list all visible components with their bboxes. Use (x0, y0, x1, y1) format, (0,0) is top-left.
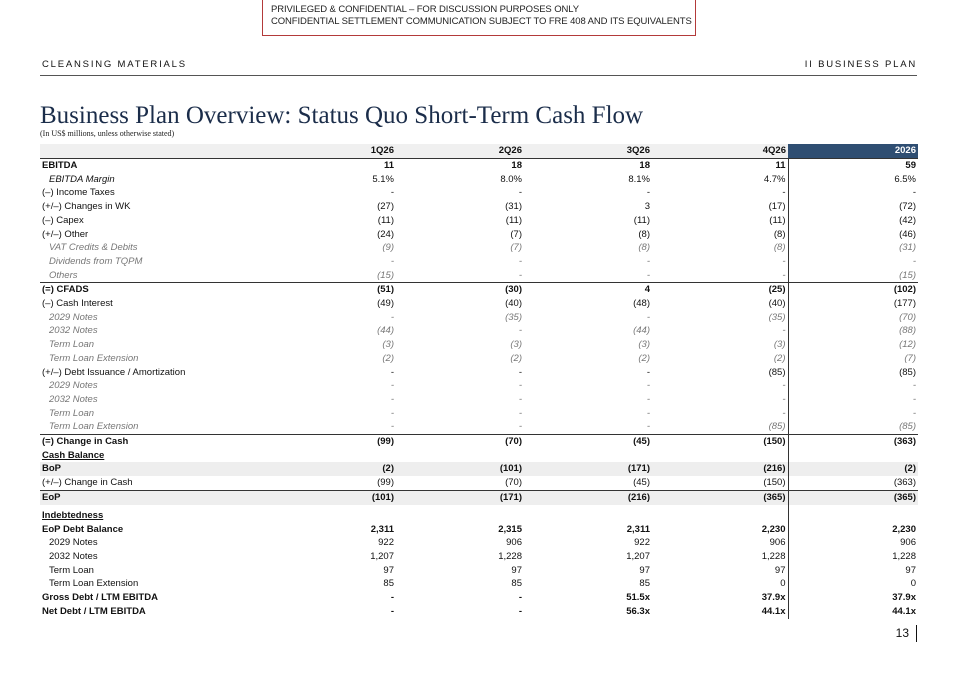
row-label: (+/–) Other (42, 228, 89, 240)
table-row (40, 591, 918, 605)
value-cell: (101) (404, 462, 532, 476)
row-label: Term Loan (49, 564, 94, 576)
value-cell: - (646, 421, 650, 433)
value-cell: (3) (638, 339, 650, 351)
table-row (40, 379, 918, 393)
row-label: (=) Change in Cash (40, 435, 268, 449)
table-row (40, 605, 918, 619)
value-cell: 11 (383, 160, 394, 171)
table-row (40, 523, 918, 537)
value-cell: 56.3x (626, 605, 650, 617)
value-cell: 922 (378, 537, 394, 549)
value-cell: - (518, 592, 522, 604)
value-cell: - (518, 380, 522, 392)
value-cell: (31) (899, 242, 916, 254)
value-cell: - (912, 187, 916, 199)
value-cell: 1,228 (498, 550, 522, 562)
value-cell: - (390, 255, 394, 267)
value-cell: (15) (899, 269, 916, 281)
value-cell: 6.5% (894, 173, 916, 185)
value-cell (404, 505, 532, 523)
page-title: Business Plan Overview: Status Quo Short-Term Cash Flow (40, 102, 644, 129)
value-cell: 97 (639, 564, 650, 576)
value-cell: 11 (660, 159, 788, 173)
value-cell: (42) (899, 214, 916, 226)
value-cell: - (660, 255, 788, 269)
value-cell: (12) (899, 339, 916, 351)
value-cell: - (390, 187, 394, 199)
row-label: 2029 Notes (49, 311, 98, 323)
value-cell: - (518, 187, 522, 199)
value-cell: 2,230 (660, 523, 788, 537)
table-row (40, 173, 918, 187)
value-cell: 5.1% (372, 173, 394, 185)
table-row (40, 241, 918, 255)
row-label: Term Loan Extension (49, 352, 139, 364)
table-row (40, 366, 918, 380)
value-cell: 1,207 (626, 550, 650, 562)
table-row (40, 550, 918, 564)
value-cell: - (518, 393, 522, 405)
value-cell: 0 (910, 578, 916, 590)
value-cell: 18 (639, 160, 650, 171)
value-cell: (85) (899, 366, 916, 378)
table-row (40, 393, 918, 407)
value-cell (404, 449, 532, 463)
row-label: Term Loan (49, 339, 95, 351)
value-cell: - (660, 324, 788, 338)
value-cell: 85 (639, 578, 650, 590)
value-cell: (8) (660, 241, 788, 255)
value-cell: 85 (511, 578, 522, 590)
table-row (40, 449, 918, 463)
value-cell: (7) (510, 228, 522, 240)
row-label: (–) Income Taxes (42, 187, 115, 199)
value-cell: (35) (660, 311, 788, 325)
row-label: Net Debt / LTM EBITDA (42, 605, 146, 617)
value-cell: 922 (634, 537, 650, 549)
column-header: 4Q26 (660, 144, 788, 159)
value-cell: 1,228 (892, 550, 916, 562)
value-cell (788, 449, 918, 463)
row-label: Gross Debt / LTM EBITDA (42, 592, 158, 604)
value-cell: (45) (532, 435, 660, 449)
value-cell: 97 (511, 564, 522, 576)
value-cell: - (390, 421, 394, 433)
value-cell: - (646, 393, 650, 405)
value-cell (532, 505, 660, 523)
value-cell: 0 (660, 577, 788, 591)
value-cell: 37.9x (660, 591, 788, 605)
value-cell: 18 (511, 160, 522, 171)
value-cell: (2) (382, 352, 394, 364)
table-row (40, 536, 918, 550)
value-cell: - (390, 407, 394, 419)
value-cell: (31) (505, 201, 522, 213)
value-cell: (2) (510, 352, 522, 364)
banner-line-1: PRIVILEGED & CONFIDENTIAL – FOR DISCUSSION PURPOSES ONLY (271, 4, 579, 15)
value-cell: - (390, 393, 394, 405)
value-cell: 85 (383, 578, 394, 590)
row-label: 2032 Notes (49, 325, 98, 337)
row-label: Term Loan Extension (49, 421, 139, 433)
value-cell: - (912, 255, 916, 267)
value-cell: - (390, 366, 394, 378)
value-cell: - (660, 393, 788, 407)
value-cell: - (912, 380, 916, 392)
value-cell: 2,230 (892, 523, 916, 535)
row-label: (+/–) Debt Issuance / Amortization (42, 366, 186, 378)
row-label: 2029 Notes (49, 380, 98, 392)
table-row (40, 200, 918, 214)
value-cell: - (646, 380, 650, 392)
value-cell (532, 449, 660, 463)
table-row (40, 297, 918, 311)
value-cell: (51) (268, 283, 404, 297)
value-cell: (85) (660, 420, 788, 434)
value-cell: (17) (660, 200, 788, 214)
table-row (40, 283, 918, 297)
column-header-highlight: 2026 (788, 144, 918, 159)
row-label: VAT Credits & Debits (49, 242, 138, 254)
table-row (40, 407, 918, 421)
row-label: (=) CFADS (40, 283, 268, 297)
table-row (40, 462, 918, 476)
row-label: 2032 Notes (49, 550, 98, 562)
value-cell: - (646, 407, 650, 419)
row-label: Others (49, 269, 78, 281)
value-cell: (25) (660, 283, 788, 297)
row-label: Term Loan Extension (49, 578, 139, 590)
value-cell: (177) (893, 298, 916, 310)
value-cell: (11) (633, 214, 650, 226)
value-cell: 97 (905, 564, 916, 576)
value-cell: (72) (899, 201, 916, 213)
value-cell: - (518, 605, 522, 617)
row-label: Dividends from TQPM (49, 255, 143, 267)
section-header-right: II BUSINESS PLAN (804, 59, 917, 70)
page-number-divider (916, 625, 917, 642)
value-cell: - (390, 311, 394, 323)
row-label: (+/–) Changes in WK (42, 201, 131, 213)
cash-flow-table (40, 144, 918, 619)
value-cell: (44) (633, 325, 650, 337)
table-row (40, 255, 918, 269)
row-label: EBITDA (42, 160, 78, 171)
value-cell: (7) (510, 242, 522, 254)
table-row (40, 324, 918, 338)
value-cell: (85) (660, 366, 788, 380)
value-cell: 2,315 (498, 523, 522, 535)
value-cell: - (518, 366, 522, 378)
table-row (40, 476, 918, 490)
header-divider (40, 75, 917, 76)
value-cell: (88) (899, 325, 916, 337)
value-cell (788, 505, 918, 523)
value-cell: (363) (893, 477, 916, 489)
value-cell (660, 449, 788, 463)
page-subtitle: (In US$ millions, unless otherwise stated) (40, 129, 175, 138)
value-cell: (2) (638, 352, 650, 364)
value-cell: (150) (660, 435, 788, 449)
value-cell: (85) (899, 421, 916, 433)
value-cell: (3) (382, 339, 394, 351)
header-label-cell (40, 144, 268, 159)
value-cell: (2) (788, 462, 918, 476)
value-cell: - (660, 269, 788, 283)
value-cell: - (646, 366, 650, 378)
row-label: Term Loan (49, 407, 95, 419)
value-cell: (30) (404, 283, 532, 297)
value-cell: - (390, 605, 394, 617)
value-cell: 44.1x (660, 605, 788, 619)
value-cell: (216) (660, 462, 788, 476)
table-row (40, 269, 918, 283)
row-label: 2029 Notes (49, 537, 98, 549)
value-cell: 1,207 (370, 550, 394, 562)
table-row (40, 564, 918, 578)
value-cell: 906 (900, 537, 916, 549)
row-label: Cash Balance (42, 449, 105, 461)
value-cell: (11) (660, 214, 788, 228)
value-cell: (27) (377, 201, 394, 213)
value-cell: - (660, 186, 788, 200)
row-label: (+/–) Change in Cash (42, 477, 133, 489)
value-cell: - (518, 407, 522, 419)
value-cell: 51.5x (626, 592, 650, 604)
table-row (40, 186, 918, 200)
table-row (40, 228, 918, 242)
value-cell: - (660, 379, 788, 393)
value-cell: - (390, 380, 394, 392)
page-number: 13 (895, 626, 909, 640)
value-cell: - (390, 592, 394, 604)
banner-line-2: CONFIDENTIAL SETTLEMENT COMMUNICATION SUBJECT TO FRE 408 AND ITS EQUIVALENTS (271, 15, 692, 27)
value-cell: (70) (404, 435, 532, 449)
value-cell (660, 505, 788, 523)
table-row (40, 490, 918, 504)
value-cell: (150) (660, 476, 788, 490)
value-cell: (49) (377, 298, 394, 310)
value-cell: (365) (660, 490, 788, 504)
value-cell: 4 (532, 283, 660, 297)
value-cell: 2,311 (626, 523, 650, 535)
value-cell: (48) (633, 298, 650, 310)
value-cell: (11) (505, 214, 522, 226)
value-cell: 59 (905, 160, 916, 171)
value-cell: - (912, 407, 916, 419)
confidentiality-banner (262, 0, 696, 36)
table-row (40, 159, 918, 173)
column-header: 3Q26 (532, 144, 660, 159)
value-cell: (102) (788, 283, 918, 297)
value-cell: 97 (383, 564, 394, 576)
value-cell: 8.0% (500, 173, 522, 185)
value-cell: - (518, 421, 522, 433)
column-header: 2Q26 (404, 144, 532, 159)
row-label: EBITDA Margin (49, 173, 115, 185)
section-header-left: CLEANSING MATERIALS (42, 59, 187, 70)
value-cell: (9) (382, 242, 394, 254)
row-label: EoP Debt Balance (42, 523, 124, 535)
table-row (40, 420, 918, 434)
value-cell: - (646, 255, 650, 267)
value-cell: (40) (505, 298, 522, 310)
value-cell: (45) (633, 477, 650, 489)
value-cell: (99) (377, 477, 394, 489)
value-cell: (216) (532, 490, 660, 504)
table-row (40, 352, 918, 366)
table-row (40, 577, 918, 591)
value-cell: - (518, 255, 522, 267)
table-row (40, 338, 918, 352)
value-cell: (3) (510, 339, 522, 351)
value-cell: (24) (377, 228, 394, 240)
value-cell: (2) (660, 352, 788, 366)
value-cell: (8) (638, 228, 650, 240)
value-cell: (46) (899, 228, 916, 240)
row-label: BoP (40, 462, 268, 476)
table-row (40, 311, 918, 325)
value-cell: - (646, 311, 650, 323)
value-cell: - (912, 393, 916, 405)
row-label: Indebtedness (42, 509, 104, 521)
column-header: 1Q26 (268, 144, 404, 159)
table-row (40, 214, 918, 228)
value-cell: - (646, 269, 650, 281)
value-cell (268, 505, 404, 523)
row-label: (–) Cash Interest (42, 298, 113, 310)
value-cell: 44.1x (892, 605, 916, 617)
value-cell: (101) (268, 490, 404, 504)
table-header-row (40, 144, 918, 159)
value-cell: (70) (899, 311, 916, 323)
value-cell: (40) (660, 297, 788, 311)
value-cell: 97 (660, 564, 788, 578)
value-cell: - (646, 187, 650, 199)
value-cell: 4.7% (660, 173, 788, 187)
value-cell: (3) (660, 338, 788, 352)
value-cell: (8) (638, 242, 650, 254)
value-cell: (35) (505, 311, 522, 323)
value-cell: (7) (904, 352, 916, 364)
value-cell: (2) (268, 462, 404, 476)
value-cell: (171) (532, 462, 660, 476)
value-cell: 1,228 (660, 550, 788, 564)
value-cell: 2,311 (370, 523, 394, 535)
value-cell: 906 (660, 536, 788, 550)
row-label: EoP (40, 490, 268, 504)
value-cell: (99) (268, 435, 404, 449)
value-cell: 906 (506, 537, 522, 549)
row-label: (–) Capex (42, 214, 84, 226)
value-cell: (11) (377, 214, 394, 226)
value-cell: (15) (377, 269, 394, 281)
value-cell: (365) (788, 490, 918, 504)
value-cell: (44) (377, 325, 394, 337)
value-cell: (171) (404, 490, 532, 504)
value-cell: 37.9x (892, 592, 916, 604)
value-cell: - (518, 269, 522, 281)
value-cell: - (518, 325, 522, 337)
row-label: 2032 Notes (49, 393, 98, 405)
value-cell: (70) (505, 477, 522, 489)
value-cell: 3 (644, 201, 650, 213)
table-row (40, 505, 918, 523)
value-cell: (363) (788, 435, 918, 449)
value-cell: (8) (660, 228, 788, 242)
value-cell: - (660, 407, 788, 421)
value-cell: 8.1% (628, 173, 650, 185)
table-row (40, 435, 918, 449)
value-cell (268, 449, 404, 463)
